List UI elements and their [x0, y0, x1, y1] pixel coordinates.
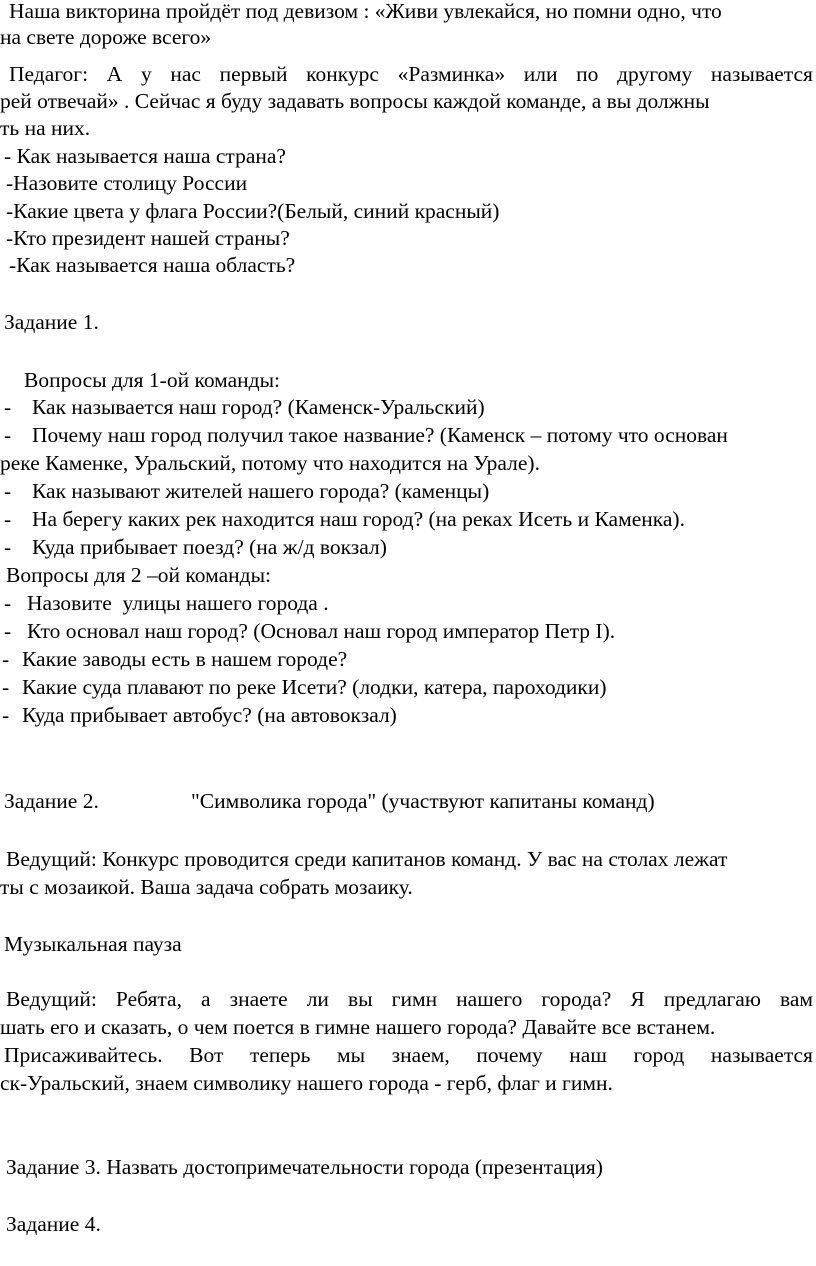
team2-question-5: Куда прибывает автобус? (на автовокзал) [22, 703, 397, 727]
team1-q4-dash: - [4, 507, 12, 531]
team1-question-2-cont: реке Каменке, Уральский, потому что находится на Урале). [0, 451, 540, 475]
team2-question-1: Назовите улицы нашего города . [27, 591, 329, 615]
intro-line-2: на свете дороже всего» [0, 25, 212, 49]
task2-host-line-2: ты с мозаикой. Ваша задача собрать мозаику. [0, 875, 413, 899]
team2-q3-dash: - [2, 647, 10, 671]
anthem-line-1: Ведущий: Ребята, а знаете ли вы гимн нашего города? Я предлагаю вам [6, 987, 813, 1011]
task2-host-line-1: Ведущий: Конкурс проводится среди капитанов команд. У вас на столах лежат [6, 847, 728, 871]
team1-question-3: Как называют жителей нашего города? (каменцы) [32, 479, 490, 503]
warmup-question-1: - Как называется наша страна? [4, 144, 286, 168]
team1-question-1: Как называется наш город? (Каменск-Уральский) [32, 395, 485, 419]
team2-heading: Вопросы для 2 –ой команды: [6, 563, 271, 587]
warmup-question-5: -Как называется наша область? [9, 253, 296, 277]
warmup-question-4: -Кто президент нашей страны? [6, 226, 290, 250]
team1-q3-dash: - [4, 479, 12, 503]
team1-question-5: Куда прибывает поезд? (на ж/д вокзал) [32, 535, 387, 559]
team1-question-4: На берегу каких рек находится наш город? (на реках Исеть и Каменка). [32, 507, 685, 531]
warmup-question-3: -Какие цвета у флага России?(Белый, синий красный) [6, 199, 500, 223]
task1-title: Задание 1. [4, 310, 99, 334]
anthem-line-4: ск-Уральский, знаем символику нашего города - герб, флаг и гимн. [0, 1071, 613, 1095]
team2-question-3: Какие заводы есть в нашем городе? [22, 647, 348, 671]
task3-line: Задание 3. Назвать достопримечательности города (презентация) [6, 1155, 603, 1179]
team1-q2-dash: - [4, 423, 12, 447]
team2-q4-dash: - [2, 675, 10, 699]
teacher-intro-line-1: Педагог: А у нас первый конкурс «Разминка» или по другому называется [9, 62, 813, 86]
team1-q5-dash: - [4, 535, 12, 559]
task2-subtitle: "Символика города" (участвуют капитаны команд) [191, 789, 655, 813]
intro-line-1: Наша викторина пройдёт под девизом : «Живи увлекайся, но помни одно, что [9, 0, 722, 23]
anthem-line-2: шать его и сказать, о чем поется в гимне нашего города? Давайте все встанем. [0, 1015, 716, 1039]
team1-question-2: Почему наш город получил такое название? (Каменск – потому что основан [32, 423, 728, 447]
team2-question-4: Какие суда плавают по реке Исети? (лодки, катера, пароходики) [22, 675, 607, 699]
team2-question-2: Кто основал наш город? (Основал наш город император Петр I). [27, 619, 616, 643]
team1-q1-dash: - [4, 395, 12, 419]
anthem-line-3: Присаживайтесь. Вот теперь мы знаем, почему наш город называется [4, 1043, 813, 1067]
task2-title: Задание 2. [4, 789, 99, 813]
host-label: Ведущий: [6, 987, 97, 1011]
team2-q2-dash: - [4, 619, 12, 643]
music-pause: Музыкальная пауза [4, 932, 182, 956]
team2-q5-dash: - [2, 703, 10, 727]
task4-title: Задание 4. [6, 1212, 101, 1236]
teacher-label: Педагог: [9, 62, 89, 86]
teacher-intro-line-2: рей отвечай» . Сейчас я буду задавать вопросы каждой команде, а вы должны [0, 89, 710, 113]
team2-q1-dash: - [4, 591, 12, 615]
teacher-intro-line-3: ть на них. [0, 116, 91, 140]
warmup-question-2: -Назовите столицу России [6, 171, 248, 195]
team1-heading: Вопросы для 1-ой команды: [24, 368, 281, 392]
